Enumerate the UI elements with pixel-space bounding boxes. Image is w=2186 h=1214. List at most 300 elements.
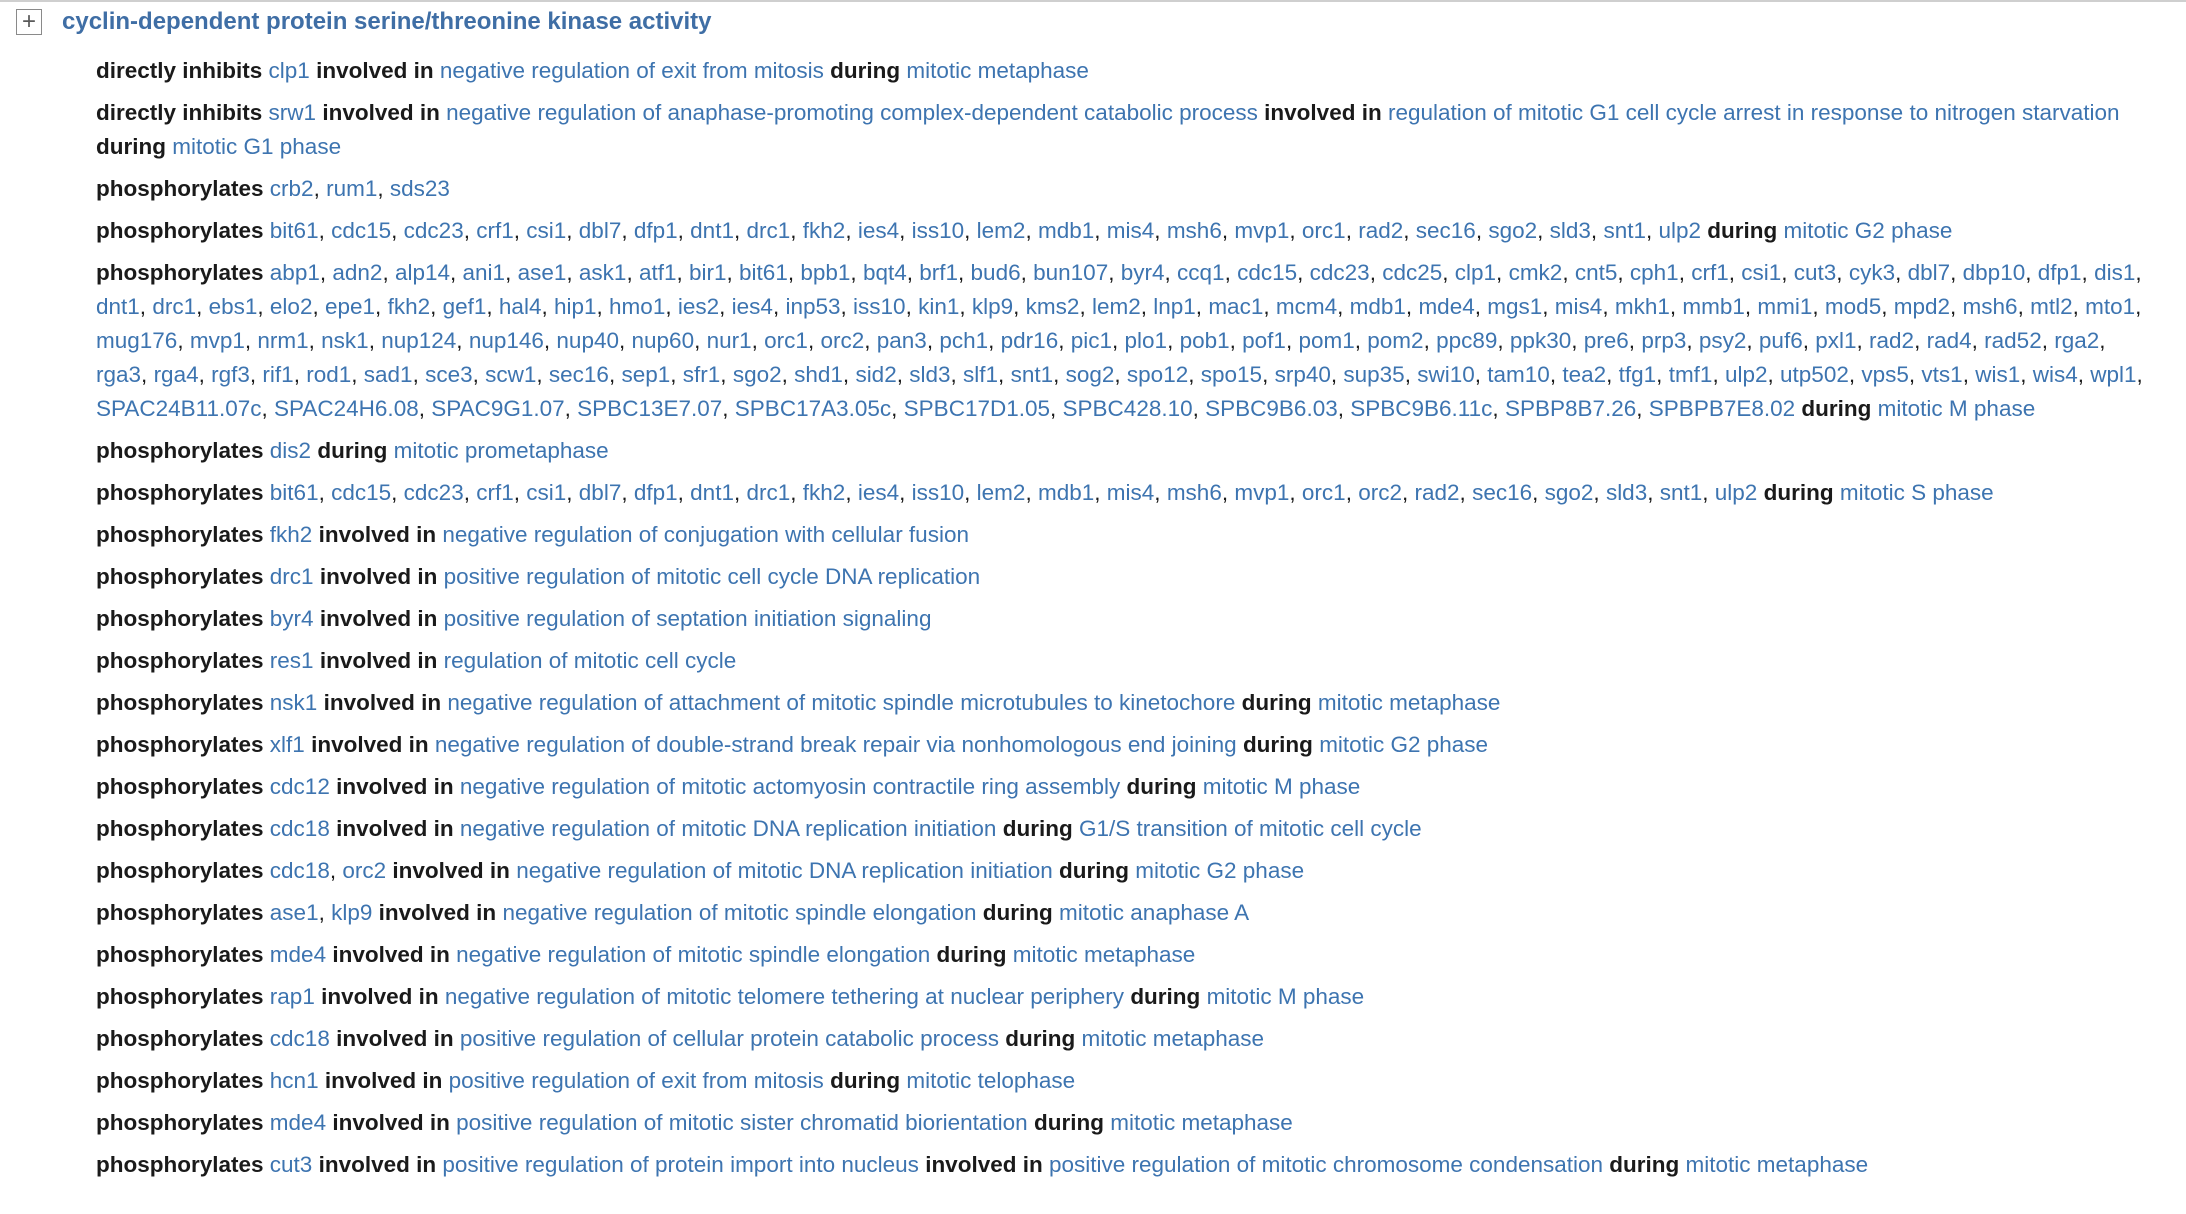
gene-link[interactable]: mdb1 (1037, 480, 1095, 505)
term-link[interactable]: negative regulation of mitotic DNA replication initiation (516, 858, 1053, 883)
gene-link[interactable]: mdb1 (1037, 218, 1095, 243)
gene-link[interactable]: adn2 (332, 260, 383, 285)
gene-link[interactable]: abp1 (269, 260, 320, 285)
term-link[interactable]: mitotic metaphase (906, 58, 1089, 83)
gene-link[interactable]: cnt5 (1574, 260, 1618, 285)
gene-link[interactable]: cdc15 (331, 480, 392, 505)
gene-link[interactable]: bqt4 (862, 260, 907, 285)
gene-link[interactable]: snt1 (1659, 480, 1703, 505)
term-link[interactable]: positive regulation of mitotic chromosome condensation (1048, 1152, 1604, 1177)
gene-link[interactable]: bit61 (739, 260, 788, 285)
gene-link[interactable]: mde4 (1418, 294, 1475, 319)
gene-link[interactable]: pob1 (1179, 328, 1230, 353)
gene-link[interactable]: fkh2 (802, 480, 846, 505)
gene-link[interactable]: mis4 (1106, 480, 1155, 505)
gene-link[interactable]: nsk1 (321, 328, 369, 353)
gene-link[interactable]: lem2 (1091, 294, 1141, 319)
term-link[interactable]: mitotic metaphase (1685, 1152, 1869, 1177)
term-link[interactable]: negative regulation of exit from mitosis (439, 58, 824, 83)
gene-link[interactable]: sld3 (1605, 480, 1648, 505)
annotation-row (96, 1022, 2162, 1056)
gene-link[interactable]: clp1 (1454, 260, 1497, 285)
gene-link[interactable]: cdc12 (269, 774, 330, 799)
relation-label: phosphorylates (96, 732, 264, 757)
gene-link[interactable]: scw1 (485, 362, 537, 387)
gene-link[interactable]: fkh2 (387, 294, 431, 319)
gene-link[interactable]: ask1 (578, 260, 627, 285)
gene-link[interactable]: crf1 (1691, 260, 1729, 285)
annotation-row (96, 1106, 2162, 1140)
relation-label: during (1126, 774, 1197, 799)
relation-label: phosphorylates (96, 1110, 264, 1135)
relation-label: during (830, 58, 901, 83)
gene-link[interactable]: lem2 (976, 218, 1026, 243)
gene-link[interactable]: csi1 (526, 218, 567, 243)
gene-link[interactable]: kin1 (918, 294, 960, 319)
relation-label: during (1033, 1110, 1104, 1135)
gene-link[interactable]: mdb1 (1349, 294, 1406, 319)
gene-link[interactable]: SPAC9G1.07 (431, 396, 565, 421)
gene-link[interactable]: rum1 (326, 176, 378, 201)
relation-label: phosphorylates (96, 816, 264, 841)
gene-link[interactable]: puf6 (1758, 328, 1803, 353)
section-title-link[interactable]: cyclin-dependent protein serine/threonine kinase activity (62, 8, 712, 35)
gene-link[interactable]: ies4 (857, 218, 900, 243)
gene-link[interactable]: atf1 (638, 260, 677, 285)
gene-link[interactable]: mmi1 (1757, 294, 1813, 319)
term-link[interactable]: negative regulation of conjugation with cellular fusion (442, 522, 969, 547)
gene-link[interactable]: rod1 (306, 362, 352, 387)
gene-link[interactable]: rad2 (1869, 328, 1915, 353)
gene-link[interactable]: orc2 (1358, 480, 1402, 505)
gene-link[interactable]: ase1 (269, 900, 319, 925)
gene-link[interactable]: ulp2 (1714, 480, 1758, 505)
gene-link[interactable]: dbl7 (578, 480, 622, 505)
annotation-row (96, 1148, 2162, 1182)
gene-link[interactable]: rad4 (1926, 328, 1972, 353)
gene-link[interactable]: SPBC428.10 (1062, 396, 1193, 421)
relation-label: phosphorylates (96, 690, 264, 715)
relation-label: involved in (925, 1152, 1043, 1177)
gene-link[interactable]: cut3 (269, 1152, 313, 1177)
gene-link[interactable]: klp9 (331, 900, 373, 925)
term-link[interactable]: mitotic M phase (1206, 984, 1365, 1009)
gene-link[interactable]: dnt1 (690, 480, 734, 505)
gene-link[interactable]: dfp1 (633, 218, 678, 243)
gene-link[interactable]: rgf3 (211, 362, 250, 387)
relation-label: involved in (318, 522, 437, 547)
gene-link[interactable]: SPBC13E7.07 (577, 396, 723, 421)
gene-link[interactable]: SPBP8B7.26 (1504, 396, 1637, 421)
gene-link[interactable]: mod5 (1824, 294, 1882, 319)
gene-link[interactable]: crb2 (269, 176, 314, 201)
gene-link[interactable]: bun107 (1033, 260, 1109, 285)
gene-link[interactable]: kms2 (1025, 294, 1080, 319)
gene-link[interactable]: byr4 (269, 606, 314, 631)
term-link[interactable]: mitotic S phase (1839, 480, 1994, 505)
relation-label: involved in (336, 1026, 454, 1051)
gene-link[interactable]: ies4 (857, 480, 900, 505)
gene-link[interactable]: hip1 (553, 294, 597, 319)
gene-link[interactable]: mcm4 (1275, 294, 1338, 319)
relation-label: involved in (392, 858, 510, 883)
gene-link[interactable]: mde4 (269, 1110, 327, 1135)
gene-link[interactable]: hmo1 (609, 294, 666, 319)
gene-link[interactable]: alp14 (394, 260, 451, 285)
gene-link[interactable]: clp1 (268, 58, 310, 83)
gene-link[interactable]: elo2 (269, 294, 313, 319)
relation-label: phosphorylates (96, 648, 264, 673)
relation-label: during (1002, 816, 1073, 841)
gene-link[interactable]: ulp2 (1658, 218, 1702, 243)
relation-label: phosphorylates (96, 480, 264, 505)
gene-link[interactable]: fkh2 (802, 218, 846, 243)
gene-link[interactable]: orc1 (1301, 480, 1346, 505)
gene-link[interactable]: rad52 (1984, 328, 2042, 353)
gene-link[interactable]: sep1 (621, 362, 671, 387)
relation-label: phosphorylates (96, 260, 264, 285)
gene-link[interactable]: dis2 (269, 438, 312, 463)
gene-link[interactable]: wpl1 (2090, 362, 2137, 387)
gene-link[interactable]: mac1 (1208, 294, 1264, 319)
annotation-row (96, 812, 2162, 846)
gene-link[interactable]: gef1 (442, 294, 487, 319)
gene-link[interactable]: snt1 (1603, 218, 1646, 243)
gene-link[interactable]: rga4 (153, 362, 199, 387)
term-link[interactable]: positive regulation of mitotic sister chromatid biorientation (456, 1110, 1028, 1135)
gene-link[interactable]: swi10 (1417, 362, 1475, 387)
gene-link[interactable]: SPAC24B11.07c (96, 396, 262, 421)
term-link[interactable]: mitotic M phase (1877, 396, 2036, 421)
gene-link[interactable]: ppc89 (1436, 328, 1498, 353)
gene-link[interactable]: nup40 (556, 328, 619, 353)
gene-link[interactable]: ies4 (731, 294, 773, 319)
term-link[interactable]: G1/S transition of mitotic cell cycle (1078, 816, 1422, 841)
gene-link[interactable]: snt1 (1010, 362, 1054, 387)
gene-link[interactable]: mis4 (1106, 218, 1155, 243)
gene-link[interactable]: sld3 (909, 362, 951, 387)
term-link[interactable]: regulation of mitotic G1 cell cycle arrest in response to nitrogen starvation (1387, 100, 2120, 125)
gene-link[interactable]: nup124 (381, 328, 457, 353)
gene-link[interactable]: crf1 (476, 480, 514, 505)
gene-link[interactable]: SPAC24H6.08 (274, 396, 419, 421)
relation-label: phosphorylates (96, 1068, 264, 1093)
gene-link[interactable]: orc1 (1301, 218, 1346, 243)
gene-link[interactable]: pan3 (876, 328, 927, 353)
gene-link[interactable]: byr4 (1120, 260, 1165, 285)
gene-link[interactable]: inp53 (785, 294, 841, 319)
expand-toggle-button[interactable] (16, 9, 42, 35)
gene-link[interactable]: mvp1 (189, 328, 245, 353)
gene-link[interactable]: pdr16 (1000, 328, 1059, 353)
gene-link[interactable]: cdc18 (269, 858, 330, 883)
gene-link[interactable]: pom1 (1298, 328, 1355, 353)
gene-link[interactable]: sog2 (1065, 362, 1115, 387)
term-link[interactable]: mitotic metaphase (1317, 690, 1501, 715)
gene-link[interactable]: cdc18 (269, 816, 330, 841)
gene-link[interactable]: sec16 (1415, 218, 1476, 243)
gene-link[interactable]: cdc23 (1309, 260, 1370, 285)
gene-link[interactable]: klp9 (971, 294, 1014, 319)
gene-link[interactable]: SPBC17D1.05 (903, 396, 1051, 421)
gene-link[interactable]: wis1 (1975, 362, 2021, 387)
gene-link[interactable]: tam10 (1487, 362, 1550, 387)
gene-link[interactable]: dbp10 (1962, 260, 2026, 285)
gene-link[interactable]: hal4 (498, 294, 542, 319)
gene-link[interactable]: sad1 (363, 362, 413, 387)
gene-link[interactable]: dfp1 (633, 480, 678, 505)
gene-link[interactable]: msh6 (1962, 294, 2018, 319)
gene-link[interactable]: pre6 (1583, 328, 1629, 353)
gene-link[interactable]: tea2 (1562, 362, 1607, 387)
gene-link[interactable]: dbl7 (578, 218, 622, 243)
gene-link[interactable]: mvp1 (1234, 218, 1290, 243)
gene-link[interactable]: mgs1 (1487, 294, 1543, 319)
gene-link[interactable]: sfr1 (682, 362, 721, 387)
term-link[interactable]: positive regulation of septation initiation signaling (443, 606, 932, 631)
gene-link[interactable]: vps5 (1861, 362, 1909, 387)
gene-link[interactable]: cdc23 (403, 218, 464, 243)
relation-label: involved in (322, 100, 440, 125)
gene-link[interactable]: utp502 (1780, 362, 1849, 387)
term-link[interactable]: regulation of mitotic cell cycle (443, 648, 737, 673)
relation-label: involved in (318, 1152, 437, 1177)
gene-link[interactable]: mde4 (269, 942, 327, 967)
term-link[interactable]: negative regulation of mitotic spindle elongation (502, 900, 977, 925)
term-link[interactable]: positive regulation of mitotic cell cycle DNA replication (443, 564, 981, 589)
gene-link[interactable]: pch1 (939, 328, 989, 353)
gene-link[interactable]: orc2 (820, 328, 865, 353)
gene-link[interactable]: ani1 (462, 260, 506, 285)
gene-link[interactable]: SPBPB7E8.02 (1648, 396, 1796, 421)
gene-link[interactable]: pom2 (1367, 328, 1424, 353)
term-link[interactable]: mitotic metaphase (1012, 942, 1196, 967)
annotation-row (96, 686, 2162, 720)
term-link[interactable]: mitotic anaphase A (1059, 900, 1250, 925)
gene-link[interactable]: hcn1 (269, 1068, 319, 1093)
annotation-row (96, 434, 2162, 468)
term-link[interactable]: mitotic telophase (906, 1068, 1076, 1093)
gene-link[interactable]: spo12 (1126, 362, 1189, 387)
term-link[interactable]: negative regulation of mitotic DNA replication initiation (459, 816, 997, 841)
gene-link[interactable]: sgo2 (1544, 480, 1594, 505)
gene-link[interactable]: rif1 (262, 362, 294, 387)
gene-link[interactable]: pxl1 (1815, 328, 1857, 353)
gene-link[interactable]: mmb1 (1682, 294, 1745, 319)
gene-link[interactable]: mis4 (1554, 294, 1603, 319)
term-link[interactable]: negative regulation of anaphase-promoting complex-dependent catabolic process (446, 100, 1258, 125)
gene-link[interactable]: bit61 (269, 480, 319, 505)
gene-link[interactable]: cdc25 (1382, 260, 1443, 285)
gene-link[interactable]: SPBC9B6.03 (1205, 396, 1338, 421)
gene-link[interactable]: sid2 (855, 362, 897, 387)
term-link[interactable]: negative regulation of double-strand break repair via nonhomologous end joining (434, 732, 1237, 757)
gene-link[interactable]: cut3 (1793, 260, 1837, 285)
gene-link[interactable]: psy2 (1698, 328, 1747, 353)
gene-link[interactable]: srp40 (1274, 362, 1331, 387)
gene-link[interactable]: dfp1 (2037, 260, 2082, 285)
gene-link[interactable]: sec16 (1472, 480, 1533, 505)
term-link[interactable]: positive regulation of protein import into nucleus (442, 1152, 919, 1177)
gene-link[interactable]: rad2 (1414, 480, 1460, 505)
relation-label: during (96, 134, 166, 159)
gene-link[interactable]: mug176 (96, 328, 178, 353)
gene-link[interactable]: iss10 (911, 480, 965, 505)
relation-label: during (1707, 218, 1778, 243)
gene-link[interactable]: mkh1 (1614, 294, 1670, 319)
relation-label: phosphorylates (96, 984, 264, 1009)
gene-link[interactable]: msh6 (1166, 480, 1222, 505)
gene-link[interactable]: csi1 (526, 480, 567, 505)
term-link[interactable]: mitotic M phase (1202, 774, 1361, 799)
gene-link[interactable]: nup60 (631, 328, 695, 353)
term-link[interactable]: mitotic G2 phase (1135, 858, 1305, 883)
gene-link[interactable]: msh6 (1166, 218, 1222, 243)
gene-link[interactable]: brf1 (919, 260, 959, 285)
gene-link[interactable]: nsk1 (269, 690, 318, 715)
gene-link[interactable]: cdc18 (269, 1026, 330, 1051)
relation-label: involved in (316, 58, 434, 83)
relation-label: phosphorylates (96, 942, 264, 967)
gene-link[interactable]: pic1 (1070, 328, 1112, 353)
term-link[interactable]: positive regulation of cellular protein catabolic process (459, 1026, 999, 1051)
gene-link[interactable]: bit61 (269, 218, 319, 243)
gene-link[interactable]: res1 (269, 648, 314, 673)
gene-link[interactable]: csi1 (1741, 260, 1782, 285)
gene-link[interactable]: sec16 (548, 362, 609, 387)
relation-label: phosphorylates (96, 176, 264, 201)
gene-link[interactable]: iss10 (853, 294, 906, 319)
gene-link[interactable]: slf1 (963, 362, 999, 387)
term-link[interactable]: mitotic G1 phase (172, 134, 342, 159)
gene-link[interactable]: rap1 (269, 984, 315, 1009)
gene-link[interactable]: dis1 (2094, 260, 2136, 285)
gene-link[interactable]: mvp1 (1234, 480, 1290, 505)
gene-link[interactable]: cph1 (1629, 260, 1679, 285)
gene-link[interactable]: lem2 (976, 480, 1026, 505)
term-link[interactable]: positive regulation of exit from mitosis (448, 1068, 824, 1093)
term-link[interactable]: mitotic G2 phase (1319, 732, 1489, 757)
relation-label: involved in (324, 1068, 443, 1093)
relation-label: involved in (336, 816, 454, 841)
gene-link[interactable]: srw1 (268, 100, 317, 125)
gene-link[interactable]: cdc15 (1237, 260, 1298, 285)
gene-link[interactable]: nur1 (706, 328, 752, 353)
relation-label: phosphorylates (96, 900, 264, 925)
gene-link[interactable]: rga3 (96, 362, 142, 387)
gene-link[interactable]: vts1 (1921, 362, 1963, 387)
term-link[interactable]: mitotic metaphase (1110, 1110, 1293, 1135)
gene-link[interactable]: sce3 (425, 362, 473, 387)
gene-link[interactable]: tmf1 (1668, 362, 1713, 387)
annotation-row: phosphorylates bit61, cdc15, cdc23, crf1, csi1, dbl7, dfp1, dnt1, drc1, fkh2, ies4, iss10, lem2, mdb1, mis4, msh6, mvp1, orc1, orc2, rad2, sec16, sgo2, sld3, snt1, ulp2 during mitotic S phase (96, 480, 1994, 505)
gene-link[interactable]: cdc23 (403, 480, 464, 505)
gene-link[interactable]: iss10 (911, 218, 965, 243)
annotation-row (96, 96, 2162, 164)
relation-label: involved in (1264, 100, 1382, 125)
gene-link[interactable]: sds23 (389, 176, 450, 201)
gene-link[interactable]: ccq1 (1177, 260, 1225, 285)
term-link[interactable]: mitotic metaphase (1081, 1026, 1265, 1051)
gene-link[interactable]: bud6 (970, 260, 1021, 285)
gene-link[interactable]: cyk3 (1848, 260, 1896, 285)
gene-link[interactable]: sup35 (1343, 362, 1405, 387)
gene-link[interactable]: sld3 (1549, 218, 1591, 243)
annotation-row: phosphorylates bit61, cdc15, cdc23, crf1, csi1, dbl7, dfp1, dnt1, drc1, fkh2, ies4, iss10, lem2, mdb1, mis4, msh6, mvp1, orc1, rad2, sec16, sgo2, sld3, snt1, ulp2 during mitotic G2 phase (96, 218, 1953, 243)
gene-link[interactable]: drc1 (746, 218, 791, 243)
section-header (16, 8, 712, 36)
gene-link[interactable]: dnt1 (96, 294, 140, 319)
gene-link[interactable]: rad2 (1358, 218, 1404, 243)
annotation-row (96, 980, 2162, 1014)
gene-link[interactable]: ppk30 (1509, 328, 1572, 353)
gene-link[interactable]: drc1 (269, 564, 314, 589)
plus-icon: + (21, 8, 36, 35)
gene-link[interactable]: mpd2 (1893, 294, 1951, 319)
gene-link[interactable]: wis4 (2032, 362, 2078, 387)
gene-link[interactable]: bpb1 (800, 260, 851, 285)
gene-link[interactable]: ulp2 (1724, 362, 1768, 387)
gene-link[interactable]: shd1 (794, 362, 843, 387)
gene-link[interactable]: cmk2 (1508, 260, 1563, 285)
gene-link[interactable]: pof1 (1242, 328, 1286, 353)
annotation-row: phosphorylates crb2, rum1, sds23 (96, 176, 450, 201)
gene-link[interactable]: drc1 (152, 294, 197, 319)
gene-link[interactable]: orc2 (342, 858, 387, 883)
term-link[interactable]: negative regulation of mitotic telomere tethering at nuclear periphery (444, 984, 1125, 1009)
term-link[interactable]: negative regulation of attachment of mitotic spindle microtubules to kinetochore (447, 690, 1236, 715)
gene-link[interactable]: bir1 (689, 260, 727, 285)
term-link[interactable]: negative regulation of mitotic actomyosin contractile ring assembly (459, 774, 1121, 799)
gene-link[interactable]: ies2 (677, 294, 720, 319)
gene-link[interactable]: SPBC9B6.11c (1350, 396, 1493, 421)
term-link[interactable]: mitotic prometaphase (393, 438, 609, 463)
gene-link[interactable]: crf1 (476, 218, 514, 243)
relation-label: during (1242, 732, 1313, 757)
gene-link[interactable]: tfg1 (1618, 362, 1657, 387)
gene-link[interactable]: SPBC17A3.05c (734, 396, 892, 421)
gene-link[interactable]: fkh2 (269, 522, 313, 547)
gene-link[interactable]: mtl2 (2030, 294, 2073, 319)
gene-link[interactable]: drc1 (746, 480, 791, 505)
gene-link[interactable]: ase1 (517, 260, 567, 285)
relation-label: phosphorylates (96, 522, 264, 547)
gene-link[interactable]: lnp1 (1153, 294, 1196, 319)
annotation-row (96, 602, 2162, 636)
gene-link[interactable]: rga2 (2054, 328, 2100, 353)
gene-link[interactable]: xlf1 (269, 732, 305, 757)
term-link[interactable]: negative regulation of mitotic spindle elongation (456, 942, 931, 967)
gene-link[interactable]: dnt1 (690, 218, 734, 243)
gene-link[interactable]: mto1 (2085, 294, 2136, 319)
relation-label: during (1763, 480, 1834, 505)
gene-link[interactable]: sgo2 (1488, 218, 1538, 243)
relation-label: involved in (336, 774, 454, 799)
gene-link[interactable]: prp3 (1641, 328, 1687, 353)
annotation-row: phosphorylates cdc18, orc2 involved in negative regulation of mitotic DNA replication initiation during mitotic G2 phase (96, 858, 1305, 883)
gene-link[interactable]: orc1 (764, 328, 808, 353)
gene-link[interactable]: epe1 (324, 294, 376, 319)
gene-link[interactable]: sgo2 (732, 362, 782, 387)
term-link[interactable]: mitotic G2 phase (1783, 218, 1953, 243)
gene-link[interactable]: cdc15 (331, 218, 392, 243)
gene-link[interactable]: spo15 (1200, 362, 1263, 387)
gene-link[interactable]: nrm1 (257, 328, 309, 353)
gene-link[interactable]: plo1 (1124, 328, 1168, 353)
gene-link[interactable]: ebs1 (208, 294, 258, 319)
gene-link[interactable]: dbl7 (1907, 260, 1951, 285)
gene-link[interactable]: nup146 (468, 328, 544, 353)
